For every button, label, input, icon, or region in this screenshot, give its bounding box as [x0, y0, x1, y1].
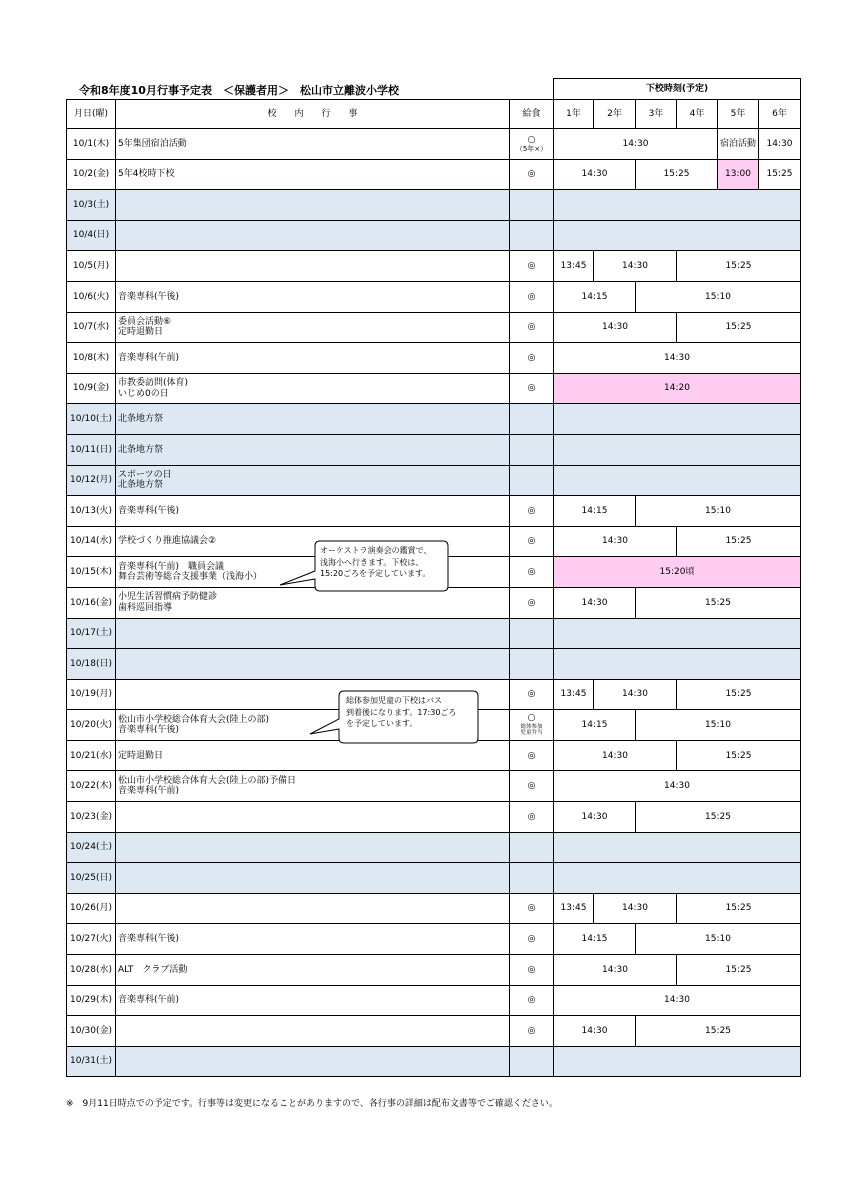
dismissal-time-cell: 14:30 — [554, 526, 677, 557]
dismissal-time-cell: 14:30 — [554, 955, 677, 986]
schedule-row — [67, 465, 801, 496]
date-cell: 10/14(水) — [67, 526, 116, 557]
lunch-mark: ◎ — [527, 689, 536, 700]
lunch-mark: ◎ — [527, 750, 536, 761]
events-cell — [116, 404, 510, 435]
dismissal-time-cell: 15:10 — [636, 710, 801, 741]
lunch-mark: ◎ — [527, 995, 536, 1006]
dismissal-time-cell: 13:45 — [554, 251, 594, 282]
lunch-cell — [510, 955, 554, 986]
events-cell — [116, 1046, 510, 1077]
dismissal-time-cell: 14:30 — [554, 343, 801, 374]
dismissal-time-cell: 13:00 — [718, 159, 759, 190]
events-cell — [116, 373, 510, 404]
lunch-cell — [510, 618, 554, 649]
lunch-mark: ◎ — [527, 536, 536, 547]
callout-line: 総体参加児童の下校はバス — [346, 696, 442, 705]
schedule-row — [67, 220, 801, 251]
events-cell — [116, 924, 510, 955]
date-cell: 10/28(水) — [67, 955, 116, 986]
event-line: 5年4校時下校 — [118, 169, 175, 180]
schedule-row — [67, 496, 801, 527]
event-line: 音楽専科(午後) — [118, 934, 180, 945]
lunch-cell — [510, 893, 554, 924]
dismissal-time-cell: 15:25 — [636, 159, 718, 190]
schedule-row — [67, 832, 801, 863]
date-cell: 10/21(水) — [67, 740, 116, 771]
lunch-cell — [510, 649, 554, 680]
date-cell: 10/22(木) — [67, 771, 116, 802]
dismissal-time-cell: 14:30 — [759, 129, 801, 160]
date-cell: 10/1(木) — [67, 129, 116, 160]
lunch-mark: ◎ — [527, 781, 536, 792]
callout-line: 浅海小へ行きます。下校は、 — [320, 557, 424, 567]
lunch-cell — [510, 557, 554, 588]
dismissal-time-cell — [554, 434, 801, 465]
lunch-cell — [510, 434, 554, 465]
lunch-mark: ◎ — [527, 291, 536, 302]
lunch-mark: ◎ — [527, 1025, 536, 1036]
events-cell — [116, 618, 510, 649]
date-header: 月日(曜) — [67, 100, 116, 129]
dismissal-time-cell: 15:25 — [759, 159, 801, 190]
dismissal-time-cell: 15:25 — [677, 251, 801, 282]
dismissal-time-cell: 15:10 — [636, 281, 801, 312]
lunch-mark: ◎ — [527, 811, 536, 822]
lunch-mark: ◎ — [527, 934, 536, 945]
dismissal-time-cell: 15:25 — [677, 526, 801, 557]
lunch-cell — [510, 496, 554, 527]
grade-header: 3年 — [636, 100, 677, 129]
dismissal-time-cell: 15:25 — [636, 802, 801, 833]
date-cell: 10/30(金) — [67, 1016, 116, 1047]
schedule-row — [67, 924, 801, 955]
dismissal-time-cell: 14:30 — [554, 159, 636, 190]
date-cell: 10/31(土) — [67, 1046, 116, 1077]
event-line: 定時退勤日 — [118, 327, 164, 338]
event-line: 北条地方祭 — [118, 444, 164, 455]
events-cell — [116, 251, 510, 282]
lunch-mark: ◎ — [527, 383, 536, 394]
event-line: 定時退勤日 — [118, 750, 164, 761]
event-line: 北条地方祭 — [118, 413, 164, 424]
date-cell: 10/27(火) — [67, 924, 116, 955]
grade-header: 4年 — [677, 100, 718, 129]
date-cell: 10/13(火) — [67, 496, 116, 527]
events-cell — [116, 129, 510, 160]
dismissal-time-cell: 15:25 — [636, 587, 801, 618]
lunch-mark: ◎ — [527, 169, 536, 180]
dismissal-time-cell — [554, 832, 801, 863]
schedule-row — [67, 985, 801, 1016]
schedule-row — [67, 190, 801, 221]
event-line: 音楽専科(午前) — [118, 995, 180, 1006]
date-cell: 10/3(土) — [67, 190, 116, 221]
dismissal-time-cell: 14:30 — [554, 771, 801, 802]
lunch-cell — [510, 281, 554, 312]
lunch-cell — [510, 863, 554, 894]
date-cell: 10/26(月) — [67, 893, 116, 924]
schedule-row — [67, 343, 801, 374]
schedule-row — [67, 129, 801, 160]
date-cell: 10/7(水) — [67, 312, 116, 343]
events-cell — [116, 343, 510, 374]
events-cell — [116, 985, 510, 1016]
date-cell: 10/6(火) — [67, 281, 116, 312]
dismissal-time-cell — [554, 465, 801, 496]
lunch-cell — [510, 190, 554, 221]
dismissal-time-cell — [554, 649, 801, 680]
lunch-cell — [510, 159, 554, 190]
dismissal-time-cell: 13:45 — [554, 893, 594, 924]
lunch-cell — [510, 802, 554, 833]
dismissal-time-cell: 14:30 — [594, 893, 677, 924]
events-cell — [116, 771, 510, 802]
schedule-row — [67, 281, 801, 312]
schedule-row — [67, 312, 801, 343]
event-line: スポーツの日 — [118, 469, 172, 480]
date-cell: 10/10(土) — [67, 404, 116, 435]
date-cell: 10/17(土) — [67, 618, 116, 649]
event-line: 5年集団宿泊活動 — [118, 138, 187, 149]
lunch-mark: ◎ — [527, 261, 536, 271]
lunch-cell — [510, 526, 554, 557]
date-cell: 10/15(木) — [67, 557, 116, 588]
events-cell — [116, 312, 510, 343]
lunch-cell — [510, 710, 554, 741]
lunch-note: 児童弁当 — [520, 730, 543, 737]
dismissal-header: 下校時刻(予定) — [554, 79, 801, 100]
dismissal-time-cell: 15:25 — [677, 679, 801, 710]
dismissal-time-cell — [554, 190, 801, 221]
lunch-cell — [510, 679, 554, 710]
dismissal-time-cell: 14:15 — [554, 924, 636, 955]
events-cell — [116, 434, 510, 465]
date-cell: 10/25(日) — [67, 863, 116, 894]
lunch-mark: ◎ — [527, 322, 536, 333]
schedule-row — [67, 404, 801, 435]
event-line: 市教委訪問(体育) — [118, 378, 189, 389]
lunch-header: 給食 — [510, 100, 554, 129]
lunch-cell — [510, 251, 554, 282]
schedule-row — [67, 771, 801, 802]
event-line: 音楽専科(午前) 職員会議 — [118, 561, 225, 572]
dismissal-time-cell: 14:30 — [554, 1016, 636, 1047]
events-cell — [116, 220, 510, 251]
dismissal-time-cell: 15:25 — [677, 893, 801, 924]
events-header: 校 内 行 事 — [116, 100, 510, 129]
grade-header: 2年 — [594, 100, 636, 129]
event-line: 松山市小学校総合体育大会(陸上の部)予備日 — [118, 775, 297, 786]
date-cell: 10/11(日) — [67, 434, 116, 465]
event-line: 音楽専科(午前) — [118, 786, 180, 797]
lunch-mark: ◎ — [527, 964, 536, 975]
lunch-note: 総体参加 — [520, 723, 543, 730]
date-cell: 10/20(火) — [67, 710, 116, 741]
lunch-cell — [510, 587, 554, 618]
lunch-mark: ◎ — [527, 597, 536, 608]
dismissal-time-cell: 15:25 — [677, 955, 801, 986]
schedule-row — [67, 373, 801, 404]
dismissal-time-cell: 14:15 — [554, 281, 636, 312]
lunch-cell — [510, 740, 554, 771]
events-cell — [116, 465, 510, 496]
schedule-row — [67, 1016, 801, 1047]
lunch-cell — [510, 1046, 554, 1077]
event-line: 学校づくり推進協議会② — [118, 536, 217, 547]
events-cell — [116, 1016, 510, 1047]
lunch-cell — [510, 343, 554, 374]
dismissal-time-cell: 15:25 — [677, 312, 801, 343]
date-cell: 10/2(金) — [67, 159, 116, 190]
date-cell: 10/9(金) — [67, 373, 116, 404]
dismissal-time-cell — [554, 1046, 801, 1077]
lunch-mark: ◎ — [527, 505, 536, 516]
lunch-mark: ○ — [527, 713, 536, 724]
dismissal-time-cell: 15:10 — [636, 924, 801, 955]
schedule-row — [67, 863, 801, 894]
dismissal-time-cell: 宿泊活動 — [718, 129, 759, 160]
date-cell: 10/12(月) — [67, 465, 116, 496]
lunch-mark: ◎ — [527, 566, 536, 577]
page-title: 令和8年度10月行事予定表 ＜保護者用＞ 松山市立離波小学校 — [79, 84, 399, 97]
schedule-row — [67, 1046, 801, 1077]
dismissal-time-cell: 14:15 — [554, 710, 636, 741]
dismissal-time-cell: 14:30 — [554, 312, 677, 343]
event-line: ALT クラブ活動 — [118, 964, 188, 975]
lunch-cell — [510, 1016, 554, 1047]
date-cell: 10/8(木) — [67, 343, 116, 374]
date-cell: 10/5(月) — [67, 251, 116, 282]
date-cell: 10/19(月) — [67, 679, 116, 710]
lunch-mark: ◎ — [527, 352, 536, 363]
dismissal-time-cell: 14:30 — [554, 985, 801, 1016]
title-spacer — [67, 79, 554, 100]
dismissal-time-cell: 14:30 — [554, 129, 718, 160]
dismissal-time-cell — [554, 618, 801, 649]
date-cell: 10/29(木) — [67, 985, 116, 1016]
lunch-cell — [510, 129, 554, 160]
event-line: 歯科巡回指導 — [118, 602, 173, 613]
event-line: いじめ0の日 — [118, 388, 169, 399]
schedule-row — [67, 251, 801, 282]
lunch-mark: ◎ — [527, 903, 536, 914]
lunch-cell — [510, 220, 554, 251]
event-line: 舞台芸術等総合支援事業（浅海小） — [118, 572, 263, 583]
date-cell: 10/4(日) — [67, 220, 116, 251]
events-cell — [116, 190, 510, 221]
event-line: 松山市小学校総合体育大会(陸上の部) — [118, 714, 270, 725]
events-cell — [116, 281, 510, 312]
grade-header: 1年 — [554, 100, 594, 129]
dismissal-time-cell: 14:30 — [554, 587, 636, 618]
schedule-row — [67, 955, 801, 986]
events-cell — [116, 159, 510, 190]
dismissal-time-cell: 14:30 — [594, 679, 677, 710]
grade-header: 6年 — [759, 100, 801, 129]
grade-header: 5年 — [718, 100, 759, 129]
schedule-row — [67, 802, 801, 833]
event-line: 音楽専科(午後) — [118, 291, 180, 302]
dismissal-time-cell: 15:25 — [677, 740, 801, 771]
event-line: 音楽専科(午後) — [118, 505, 180, 516]
schedule-row — [67, 893, 801, 924]
lunch-cell — [510, 465, 554, 496]
callout-line: を予定しています。 — [346, 719, 418, 729]
event-line: 委員会活動⑥ — [118, 317, 172, 328]
date-cell: 10/16(金) — [67, 587, 116, 618]
events-cell — [116, 832, 510, 863]
date-cell: 10/24(土) — [67, 832, 116, 863]
dismissal-time-cell — [554, 863, 801, 894]
events-cell — [116, 863, 510, 894]
dismissal-time-cell: 14:30 — [554, 740, 677, 771]
event-line: 音楽専科(午後) — [118, 725, 180, 736]
event-line: 音楽専科(午前) — [118, 352, 180, 363]
lunch-mark: ○ — [527, 134, 536, 145]
events-cell — [116, 649, 510, 680]
callout-line: オーケストラ演奏会の鑑賞で、 — [320, 546, 432, 555]
lunch-cell — [510, 312, 554, 343]
dismissal-time-cell: 13:45 — [554, 679, 594, 710]
lunch-cell — [510, 832, 554, 863]
dismissal-time-cell: 14:20 — [554, 373, 801, 404]
event-line: 小児生活習慣病予防健診 — [118, 592, 218, 603]
schedule-row — [67, 618, 801, 649]
lunch-cell — [510, 985, 554, 1016]
dismissal-time-cell: 14:15 — [554, 496, 636, 527]
events-cell — [116, 802, 510, 833]
dismissal-time-cell: 14:30 — [554, 802, 636, 833]
dismissal-time-cell: 15:20頃 — [554, 557, 801, 588]
events-cell — [116, 496, 510, 527]
dismissal-time-cell — [554, 404, 801, 435]
events-cell — [116, 893, 510, 924]
date-cell: 10/23(金) — [67, 802, 116, 833]
lunch-cell — [510, 924, 554, 955]
lunch-cell — [510, 771, 554, 802]
lunch-cell — [510, 404, 554, 435]
footnote: ※ 9月11日時点での予定です。行事等は変更になることがありますので、各行事の詳細は配布文書等でご確認ください。 — [66, 1099, 558, 1109]
schedule-row — [67, 159, 801, 190]
events-cell — [116, 955, 510, 986]
dismissal-time-cell: 14:30 — [594, 251, 677, 282]
callout-line: 15:20ごろを予定しています。 — [320, 569, 431, 579]
schedule-row — [67, 649, 801, 680]
dismissal-time-cell: 15:10 — [636, 496, 801, 527]
dismissal-time-cell: 15:25 — [636, 1016, 801, 1047]
event-line: 北条地方祭 — [118, 480, 164, 491]
schedule-row — [67, 434, 801, 465]
dismissal-time-cell — [554, 220, 801, 251]
lunch-cell — [510, 373, 554, 404]
callout-line: 到着後になります。17:30ごろ — [346, 707, 457, 717]
date-cell: 10/18(日) — [67, 649, 116, 680]
lunch-note: （5年×） — [515, 144, 548, 153]
